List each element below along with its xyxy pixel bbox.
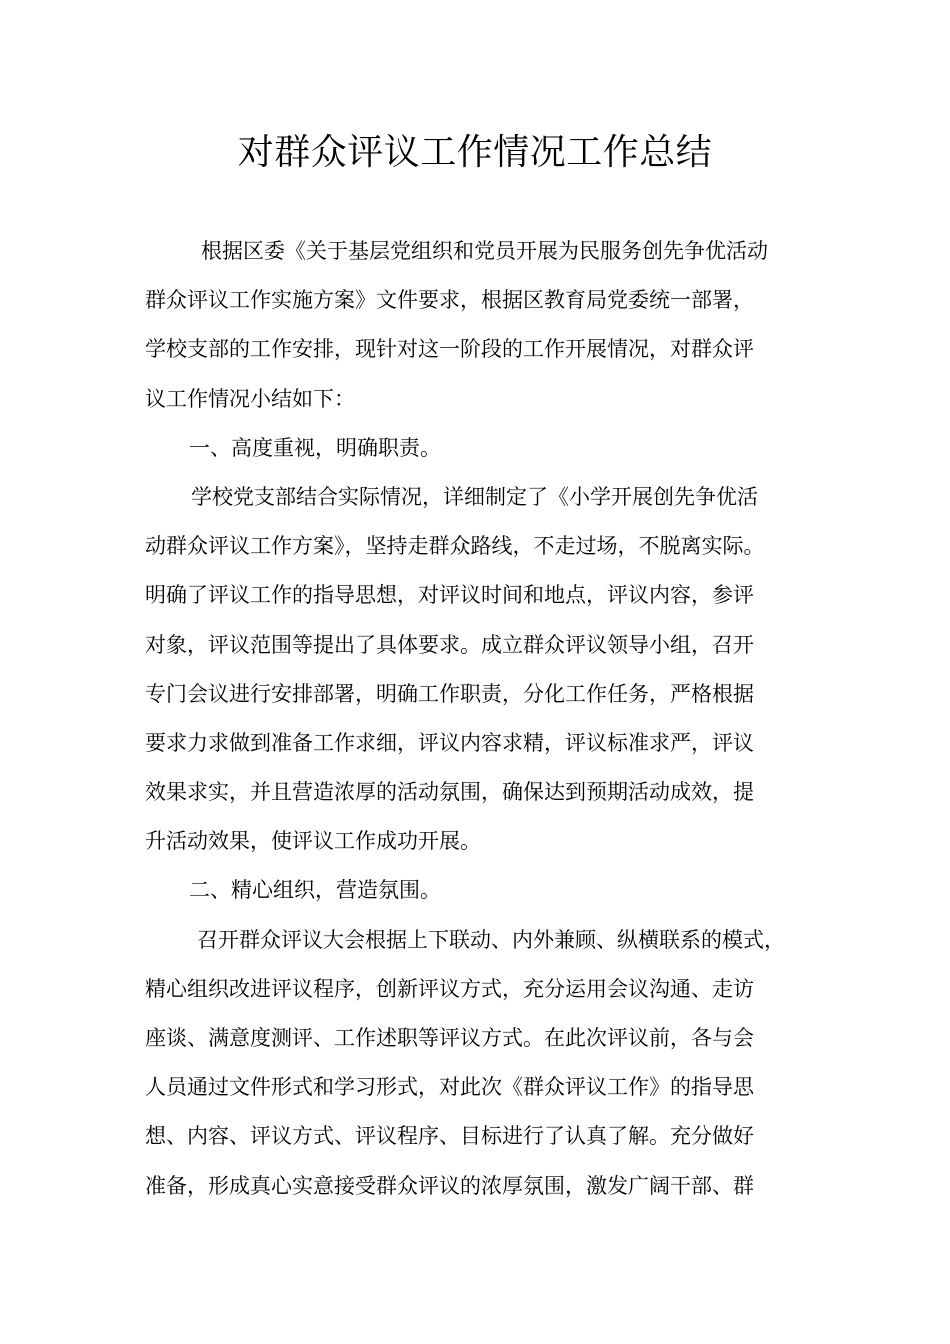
paragraph-2-line-1: 学校党支部结合实际情况，详细制定了《小学开展创先争优活 [191, 484, 758, 509]
paragraph-1-line-2: 群众评议工作实施方案》文件要求，根据区教育局党委统一部署， [145, 288, 754, 313]
paragraph-2-line-3: 明确了评议工作的指导思想，对评议时间和地点，评议内容，参评 [145, 583, 754, 608]
section-heading-2: 二、精心组织，营造氛围。 [189, 878, 441, 903]
paragraph-1-line-4: 议工作情况小结如下： [145, 386, 355, 411]
paragraph-1-line-3: 学校支部的工作安排，现针对这一阶段的工作开展情况，对群众评 [145, 337, 754, 362]
paragraph-2-line-4: 对象，评议范围等提出了具体要求。成立群众评议领导小组，召开 [145, 632, 754, 657]
paragraph-2-line-8: 升活动效果，使评议工作成功开展。 [145, 829, 481, 854]
paragraph-3-line-3: 座谈、满意度测评、工作述职等评议方式。在此次评议前，各与会 [145, 1026, 754, 1050]
paragraph-3-line-6: 准备，形成真心实意接受群众评议的浓厚氛围，激发广阔干部、群 [145, 1173, 754, 1198]
paragraph-2-line-2: 动群众评议工作方案》，坚持走群众路线，不走过场，不脱离实际。 [145, 534, 765, 559]
paragraph-3-line-4: 人员通过文件形式和学习形式，对此次《群众评议工作》的指导思 [145, 1075, 754, 1100]
paragraph-3-line-5: 想、内容、评议方式、评议程序、目标进行了认真了解。充分做好 [145, 1124, 754, 1149]
paragraph-3-line-1: 召开群众评议大会根据上下联动、内外兼顾、纵横联系的模式， [197, 927, 785, 952]
paragraph-2-line-5: 专门会议进行安排部署，明确工作职责，分化工作任务，严格根据 [145, 681, 754, 706]
paragraph-2-line-6: 要求力求做到准备工作求细，评议内容求精，评议标准求严，评议 [145, 730, 754, 755]
document-body [145, 227, 817, 1211]
paragraph-3-line-2: 精心组织改进评议程序，创新评议方式，充分运用会议沟通、走访 [145, 976, 754, 1001]
section-heading-1: 一、高度重视，明确职责。 [189, 435, 441, 460]
paragraph-2-line-7: 效果求实，并且营造浓厚的活动氛围，确保达到预期活动成效，提 [145, 780, 754, 805]
paragraph-1-line-1: 根据区委《关于基层党组织和党员开展为民服务创先争优活动 [201, 239, 768, 263]
document-title: 对群众评议工作情况工作总结 [237, 132, 713, 173]
